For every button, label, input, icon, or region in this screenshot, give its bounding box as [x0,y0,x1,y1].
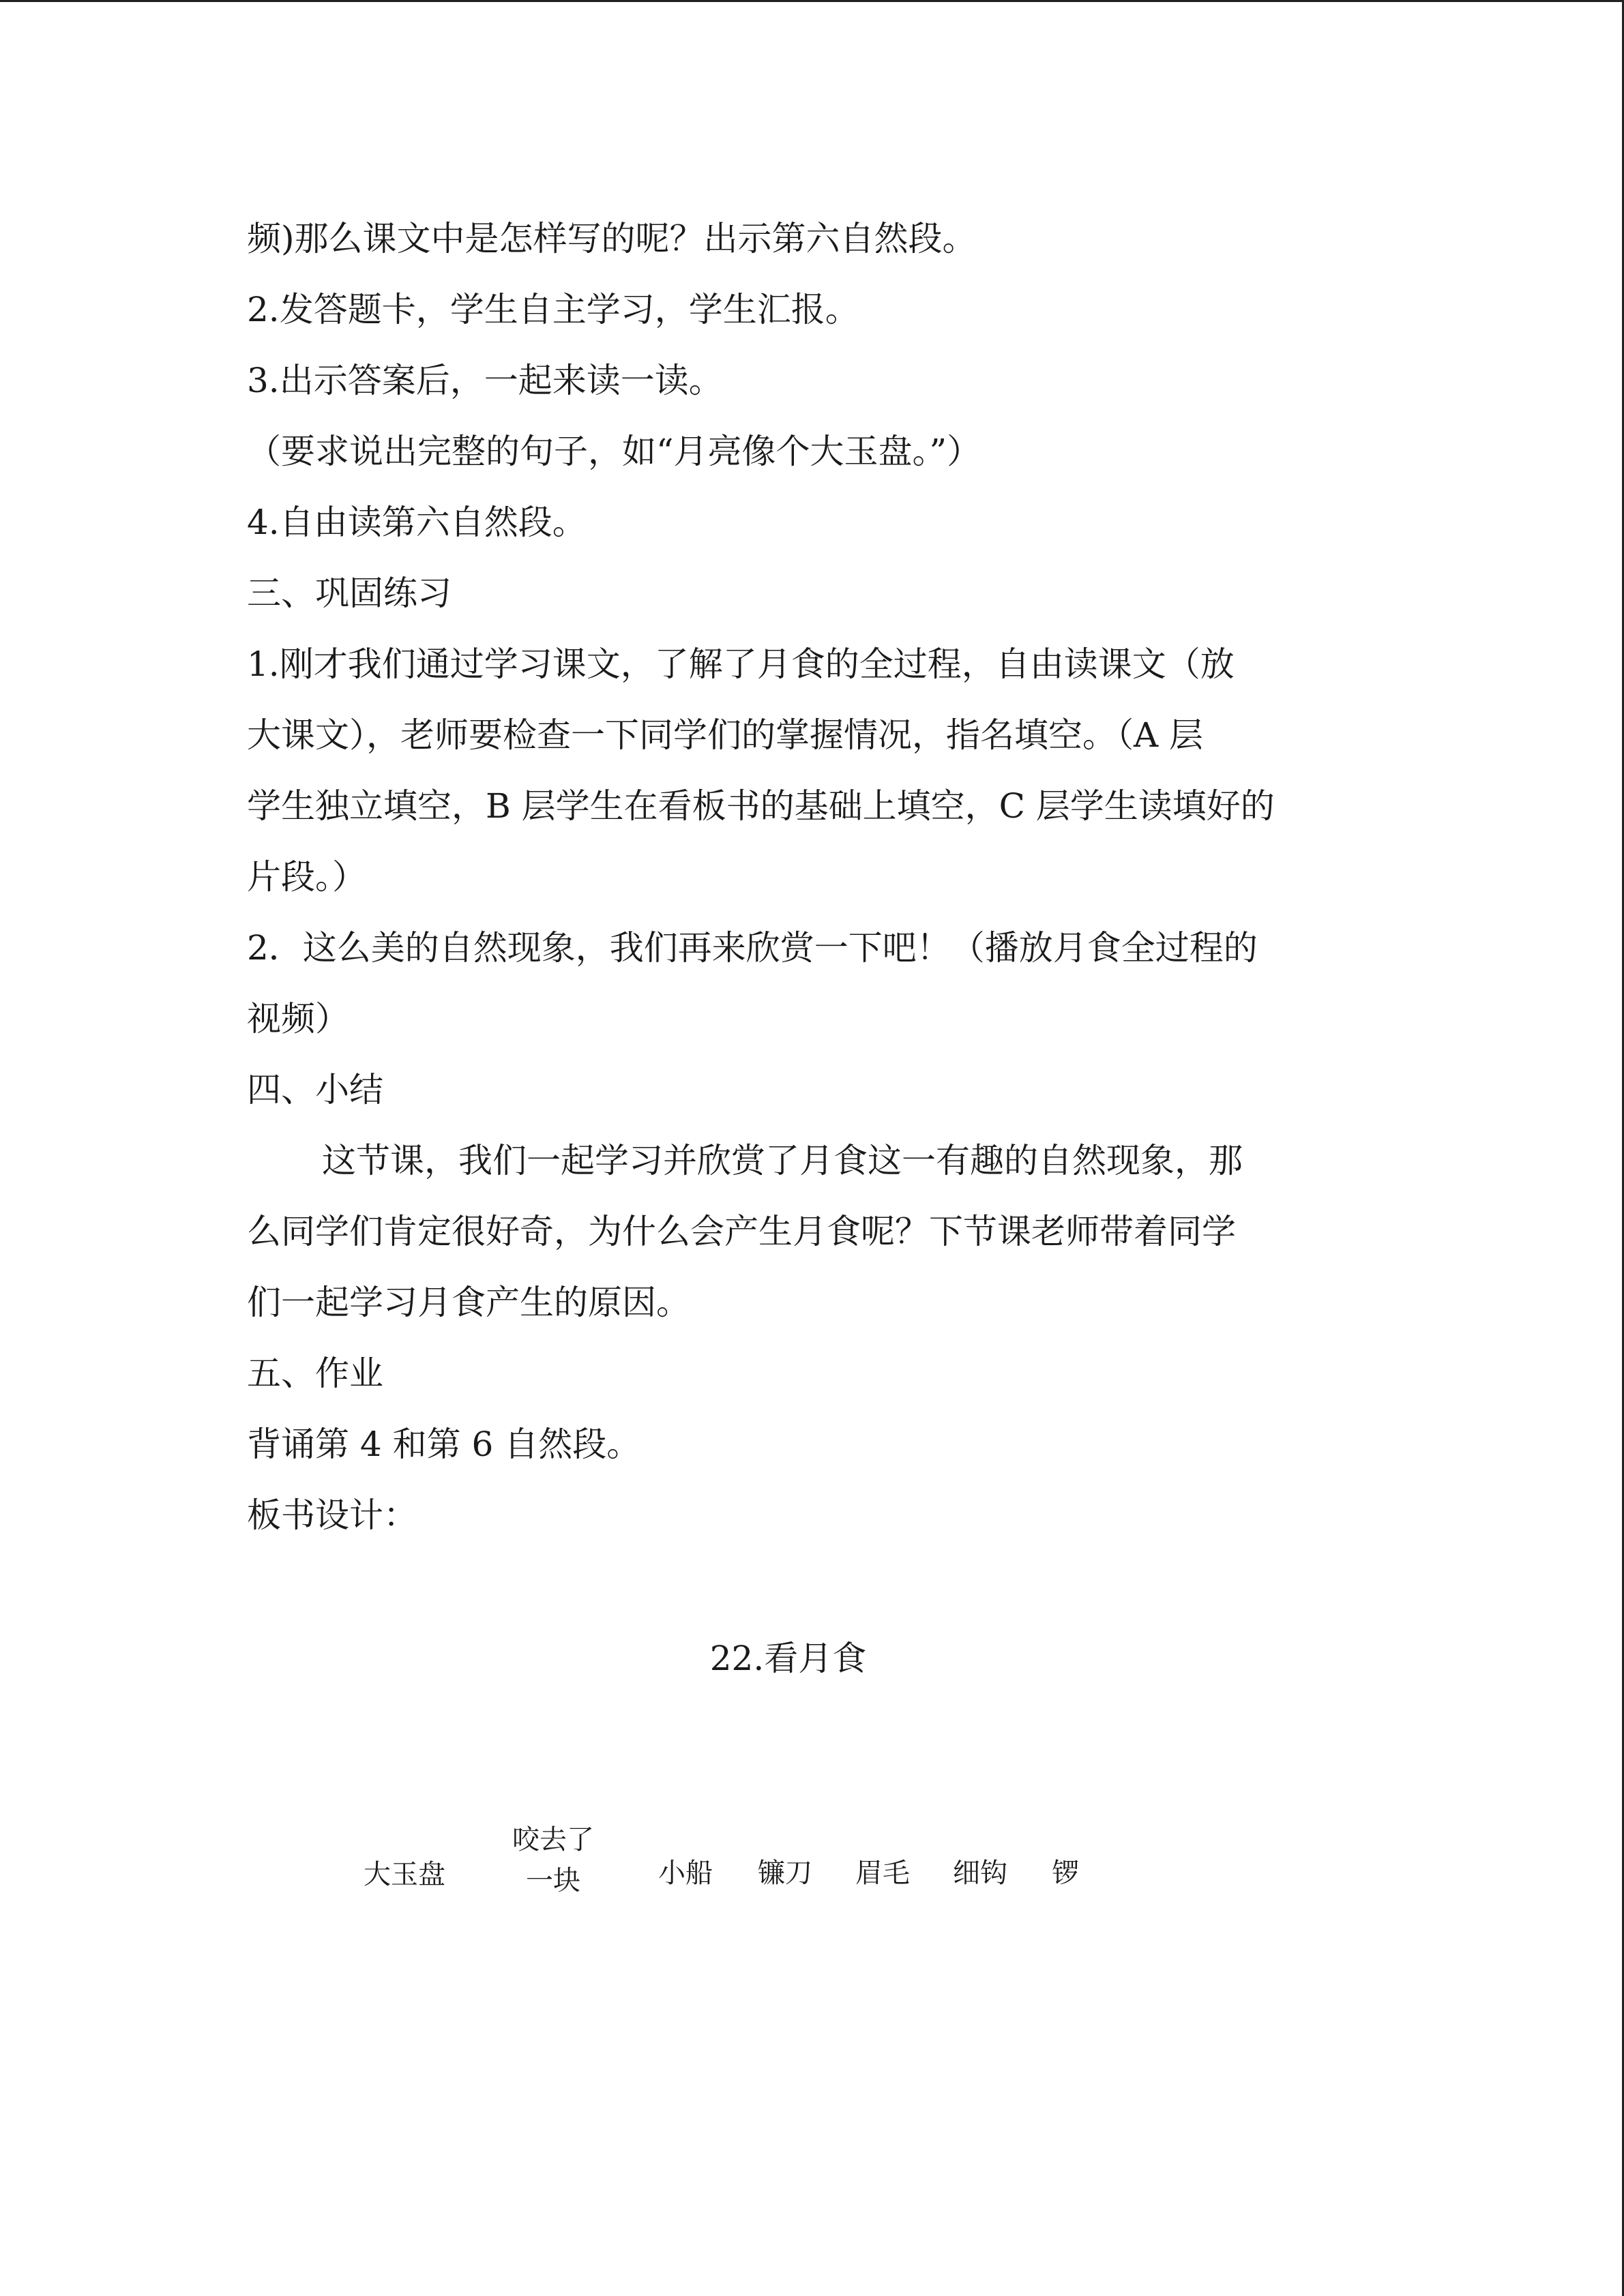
paragraph-line: 板书设计： [247,1495,417,1535]
board-word: 细钩 [953,1858,1007,1889]
paragraph-line: 3.出示答案后，一起来读一读。 [247,361,723,400]
board-word: 小船 [658,1858,713,1889]
board-word: 眉毛 [855,1858,910,1889]
paragraph-line: 4.自由读第六自然段。 [247,503,587,542]
paragraph-line: 们一起学习月食产生的原因。 [247,1283,690,1322]
paragraph-line: 视频） [247,999,349,1039]
board-word: 镰刀 [758,1858,812,1889]
section-heading: 四、小结 [247,1070,383,1109]
paragraph-line: 2．这么美的自然现象，我们再来欣赏一下吧！（播放月食全过程的 [247,928,1258,968]
paragraph-line: 这节课，我们一起学习并欣赏了月食这一有趣的自然现象，那 [322,1141,1243,1180]
paragraph-line: 片段。） [247,857,366,897]
board-word: 一块 [526,1865,580,1896]
paragraph-line: 大课文），老师要检查一下同学们的掌握情况，指名填空。（A 层 [247,715,1204,755]
section-heading: 三、巩固练习 [247,573,452,613]
paragraph-line: 么同学们肯定很好奇，为什么会产生月食呢？下节课老师带着同学 [247,1212,1236,1251]
paragraph-line: 1.刚才我们通过学习课文，了解了月食的全过程，自由读课文（放 [247,644,1235,684]
board-word: 锣 [1052,1858,1079,1889]
board-word: 大玉盘 [364,1859,445,1890]
paragraph-line: 2.发答题卡，学生自主学习，学生汇报。 [247,290,859,329]
section-heading: 五、作业 [247,1354,383,1393]
page-top-border [0,0,1624,2]
document-body [247,203,1379,1551]
paragraph-line: 频)那么课文中是怎样写的呢？出示第六自然段。 [247,219,977,258]
paragraph-line: 背诵第 4 和第 6 自然段。 [247,1425,641,1464]
paragraph-line: （要求说出完整的句子，如“月亮像个大玉盘。”） [247,432,981,471]
paragraph-line: 学生独立填空，B 层学生在看板书的基础上填空，C 层学生读填好的 [247,786,1275,826]
board-word: 咬去了 [512,1824,594,1855]
board-title: 22.看月食 [709,1639,867,1678]
